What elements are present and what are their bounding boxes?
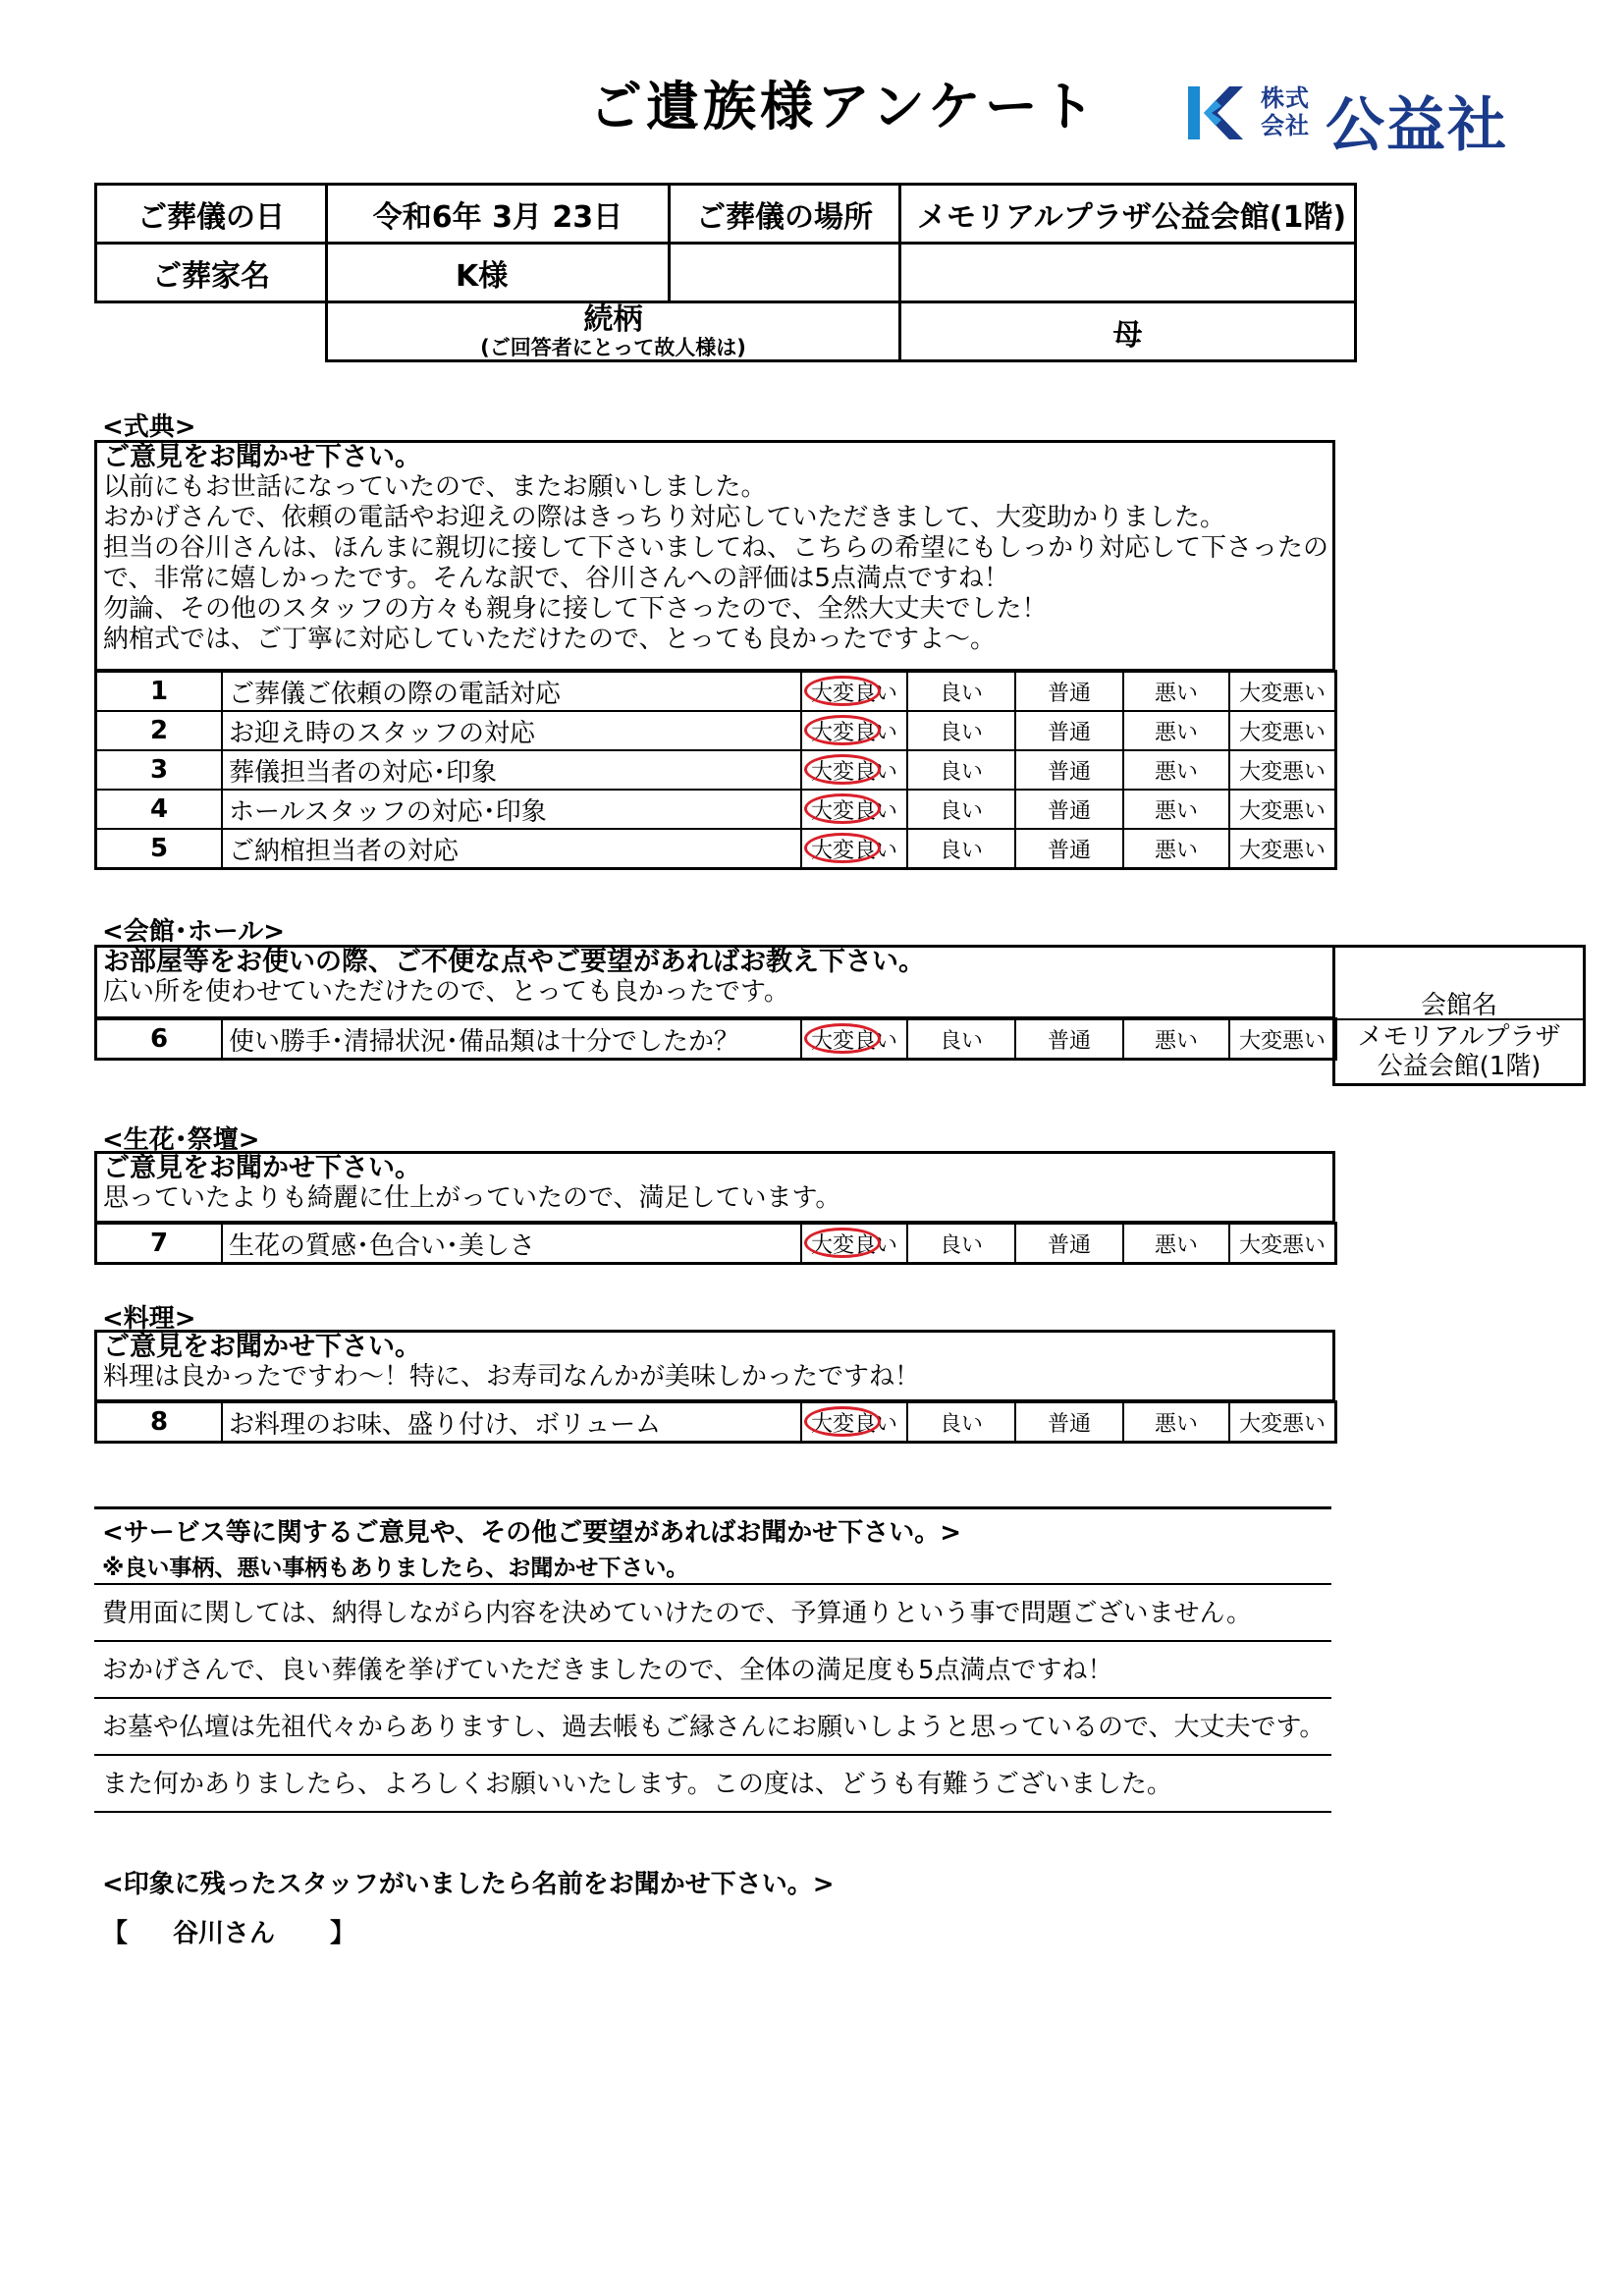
rating-option-label: 普通 bbox=[1047, 1232, 1091, 1258]
rating-option[interactable] bbox=[1229, 1224, 1336, 1264]
relation-value: 母 bbox=[900, 302, 1356, 361]
question-number: 4 bbox=[96, 790, 223, 829]
rating-option-label: 大変悪い bbox=[1238, 798, 1326, 824]
rating-option[interactable] bbox=[801, 672, 907, 712]
flowers-comment: 思っていたよりも綺麗に仕上がっていたので、満足しています。 bbox=[103, 1183, 841, 1213]
rating-option-label: 良い bbox=[939, 720, 983, 745]
rating-option[interactable] bbox=[1015, 1402, 1123, 1443]
page-title: ご遺族様アンケート bbox=[589, 76, 1099, 137]
rating-option[interactable] bbox=[801, 1019, 907, 1060]
rating-option[interactable] bbox=[1123, 1019, 1229, 1060]
rating-option[interactable] bbox=[801, 1224, 907, 1264]
rating-option-label: 大変良い bbox=[810, 1232, 897, 1258]
rating-option-label: 大変良い bbox=[810, 838, 897, 863]
rating-option[interactable] bbox=[907, 829, 1015, 869]
rating-option-label: 悪い bbox=[1154, 720, 1198, 745]
family-value: K様 bbox=[327, 244, 670, 302]
divider bbox=[94, 1811, 1331, 1813]
question-number: 1 bbox=[96, 672, 223, 712]
section-label-flowers: <生花･祭壇> bbox=[102, 1125, 260, 1155]
rating-option-label: 良い bbox=[939, 1411, 983, 1437]
logo-kabushiki: 株式 会社 bbox=[1261, 84, 1310, 139]
rating-option[interactable] bbox=[1015, 1224, 1123, 1264]
hall-comment: 広い所を使わせていただけたので、とっても良かったです。 bbox=[103, 977, 789, 1007]
place-label: ご葬儀の場所 bbox=[670, 185, 900, 244]
question-row bbox=[96, 829, 1336, 869]
rating-option[interactable] bbox=[801, 750, 907, 790]
selected-circle-mark bbox=[804, 833, 881, 863]
hall-comment-box bbox=[94, 945, 1335, 1019]
selected-circle-mark bbox=[804, 1406, 881, 1437]
rating-option-label: 大変良い bbox=[810, 681, 897, 706]
rating-option[interactable] bbox=[1229, 1019, 1336, 1060]
rating-option-label: 普通 bbox=[1047, 838, 1091, 863]
rating-option-label: 大変悪い bbox=[1238, 1411, 1326, 1437]
staff-bracket-close: 】 bbox=[330, 1919, 356, 1948]
question-text: 生花の質感･色合い･美しさ bbox=[222, 1224, 801, 1264]
rating-option-label: 大変良い bbox=[810, 1411, 897, 1437]
service-heading: <サービス等に関するご意見や、その他ご要望があればお聞かせ下さい。> bbox=[102, 1518, 962, 1548]
selected-circle-mark bbox=[804, 793, 881, 824]
rating-option[interactable] bbox=[1229, 711, 1336, 750]
rating-option-label: 良い bbox=[939, 681, 983, 706]
rating-option-label: 大変良い bbox=[810, 798, 897, 824]
selected-circle-mark bbox=[804, 715, 881, 745]
rating-option-label: 普通 bbox=[1047, 798, 1091, 824]
rating-option-label: 良い bbox=[939, 838, 983, 863]
rating-option[interactable] bbox=[1229, 1402, 1336, 1443]
rating-option-label: 悪い bbox=[1154, 1028, 1198, 1054]
rating-option[interactable] bbox=[1229, 790, 1336, 829]
question-row bbox=[96, 711, 1336, 750]
selected-circle-mark bbox=[804, 1228, 881, 1258]
rating-option-label: 大変良い bbox=[810, 759, 897, 785]
date-label: ご葬儀の日 bbox=[96, 185, 327, 244]
staff-bracket-open: 【 bbox=[102, 1919, 129, 1948]
question-number: 5 bbox=[96, 829, 223, 869]
ceremony-comment: 以前にもお世話になっていたので、またお願いしました。 おかげさんで、依頼の電話やお迎えの際はきっちり対応していただきまして、大変助かりました。 担当の谷川さんは、ほんまに親切に接して下さいましてね、こちらの希望にもしっかり対応して下さったの で、非常に嬉しかったです。そんな訳で、谷川さんへの評価は5点満点ですね！ 勿論、その他のスタッフの方々も親身に接して下さったので、全然大丈夫でした！ 納棺式では、ご丁寧に対応していただけたので、とっても良かったですよ～。 bbox=[103, 472, 1329, 654]
selected-circle-mark bbox=[804, 1023, 881, 1054]
hall-name-box bbox=[1332, 945, 1586, 1086]
flowers-rating-table bbox=[94, 1222, 1337, 1265]
question-row bbox=[96, 790, 1336, 829]
rating-option-label: 悪い bbox=[1154, 1411, 1198, 1437]
food-comment-box bbox=[94, 1330, 1335, 1402]
food-rating-table bbox=[94, 1400, 1337, 1444]
food-comment: 料理は良かったですわ～！特に、お寿司なんかが美味しかったですね！ bbox=[103, 1362, 921, 1392]
service-line: お墓や仏壇は先祖代々からありますし、過去帳もご縁さんにお願いしようと思っているので、大丈夫です。 bbox=[102, 1713, 1326, 1742]
hall-name-label: 会館名 bbox=[1420, 991, 1497, 1020]
family-label: ご葬家名 bbox=[96, 244, 327, 302]
ceremony-rating-table bbox=[94, 670, 1337, 870]
ceremony-prompt: ご意見をお聞かせ下さい。 bbox=[103, 442, 421, 472]
rating-option[interactable] bbox=[1123, 711, 1229, 750]
rating-option-label: 悪い bbox=[1154, 681, 1198, 706]
divider bbox=[94, 1697, 1331, 1699]
question-number: 7 bbox=[96, 1224, 223, 1264]
question-row bbox=[96, 750, 1336, 790]
rating-option-label: 悪い bbox=[1154, 838, 1198, 863]
rating-option[interactable] bbox=[907, 750, 1015, 790]
rating-option-label: 良い bbox=[939, 759, 983, 785]
company-logo bbox=[1186, 82, 1540, 160]
rating-option-label: 大変良い bbox=[810, 720, 897, 745]
question-row bbox=[96, 1402, 1336, 1443]
question-number: 3 bbox=[96, 750, 223, 790]
rating-option[interactable] bbox=[907, 711, 1015, 750]
divider bbox=[94, 1754, 1331, 1756]
rating-option[interactable] bbox=[1015, 750, 1123, 790]
rating-option-label: 大変悪い bbox=[1238, 1232, 1326, 1258]
rating-option[interactable] bbox=[1229, 829, 1336, 869]
rating-option[interactable] bbox=[1123, 829, 1229, 869]
rating-option[interactable] bbox=[801, 829, 907, 869]
food-prompt: ご意見をお聞かせ下さい。 bbox=[103, 1332, 421, 1362]
hall-name-value: メモリアルプラザ 公益会館(1階) bbox=[1335, 1018, 1583, 1081]
section-label-ceremony: <式典> bbox=[102, 412, 196, 442]
section-label-hall: <会館･ホール> bbox=[102, 917, 286, 947]
rating-option-label: 悪い bbox=[1154, 1232, 1198, 1258]
question-text: お料理のお味、盛り付け、ボリューム bbox=[222, 1402, 801, 1443]
question-text: 葬儀担当者の対応･印象 bbox=[222, 750, 801, 790]
rating-option-label: 良い bbox=[939, 1028, 983, 1054]
selected-circle-mark bbox=[804, 754, 881, 785]
rating-option-label: 普通 bbox=[1047, 759, 1091, 785]
hall-rating-table bbox=[94, 1017, 1337, 1061]
rating-option[interactable] bbox=[1123, 1224, 1229, 1264]
kouekisha-logo-icon bbox=[1186, 82, 1243, 143]
rating-option[interactable] bbox=[907, 1402, 1015, 1443]
rating-option[interactable] bbox=[907, 672, 1015, 712]
rating-option[interactable] bbox=[1015, 672, 1123, 712]
rating-option-label: 良い bbox=[939, 798, 983, 824]
relation-sub: (ご回答者にとって故人様は) bbox=[480, 335, 746, 359]
logo-name: 公益社 bbox=[1326, 91, 1508, 160]
rating-option[interactable] bbox=[1123, 790, 1229, 829]
rating-option[interactable] bbox=[1015, 711, 1123, 750]
rating-option[interactable] bbox=[1123, 1402, 1229, 1443]
rating-option-label: 大変悪い bbox=[1238, 681, 1326, 706]
rating-option-label: 大変悪い bbox=[1238, 1028, 1326, 1054]
rating-option-label: 大変悪い bbox=[1238, 759, 1326, 785]
service-line: 費用面に関しては、納得しながら内容を決めていけたので、予算通りという事で問題ございません。 bbox=[102, 1599, 1253, 1628]
rating-option[interactable] bbox=[1123, 672, 1229, 712]
spacer-cell bbox=[96, 302, 327, 361]
flowers-comment-box bbox=[94, 1151, 1335, 1224]
rating-option-label: 普通 bbox=[1047, 681, 1091, 706]
hall-prompt: お部屋等をお使いの際、ご不便な点やご要望があればお教え下さい。 bbox=[103, 947, 925, 977]
flowers-prompt: ご意見をお聞かせ下さい。 bbox=[103, 1153, 421, 1183]
service-sub: ※良い事柄、悪い事柄もありましたら、お聞かせ下さい。 bbox=[102, 1556, 689, 1581]
ceremony-comment-box bbox=[94, 440, 1335, 672]
service-line: また何かありましたら、よろしくお願いいたします。この度は、どうも有難うございました。 bbox=[102, 1770, 1172, 1799]
rating-option-label: 普通 bbox=[1047, 1411, 1091, 1437]
rating-option-label: 大変悪い bbox=[1238, 838, 1326, 863]
selected-circle-mark bbox=[804, 676, 881, 706]
question-number: 2 bbox=[96, 711, 223, 750]
rating-option[interactable] bbox=[1229, 750, 1336, 790]
question-number: 6 bbox=[96, 1019, 223, 1060]
rating-option-label: 悪い bbox=[1154, 798, 1198, 824]
service-line: おかげさんで、良い葬儀を挙げていただきましたので、全体の満足度も5点満点ですね！ bbox=[102, 1656, 1113, 1685]
divider bbox=[94, 1506, 1331, 1509]
rating-option[interactable] bbox=[1015, 829, 1123, 869]
place-value: メモリアルプラザ公益会館(1階) bbox=[900, 185, 1356, 244]
date-value: 令和6年 3月 23日 bbox=[327, 185, 670, 244]
staff-name: 谷川さん bbox=[173, 1919, 276, 1948]
question-number: 8 bbox=[96, 1402, 223, 1443]
rating-option-label: 普通 bbox=[1047, 1028, 1091, 1054]
rating-option[interactable] bbox=[907, 1224, 1015, 1264]
question-row bbox=[96, 1224, 1336, 1264]
rating-option[interactable] bbox=[801, 790, 907, 829]
empty-cell bbox=[670, 244, 900, 302]
divider bbox=[94, 1583, 1331, 1585]
rating-option-label: 普通 bbox=[1047, 720, 1091, 745]
question-text: ご納棺担当者の対応 bbox=[222, 829, 801, 869]
relation-label: 続柄 bbox=[583, 301, 643, 337]
question-row bbox=[96, 672, 1336, 712]
rating-option[interactable] bbox=[801, 711, 907, 750]
rating-option[interactable] bbox=[907, 1019, 1015, 1060]
rating-option[interactable] bbox=[1123, 750, 1229, 790]
divider bbox=[94, 1640, 1331, 1642]
rating-option[interactable] bbox=[907, 790, 1015, 829]
rating-option-label: 良い bbox=[939, 1232, 983, 1258]
question-text: ご葬儀ご依頼の際の電話対応 bbox=[222, 672, 801, 712]
rating-option-label: 大変良い bbox=[810, 1028, 897, 1054]
rating-option[interactable] bbox=[1015, 790, 1123, 829]
rating-option[interactable] bbox=[1229, 672, 1336, 712]
rating-option-label: 悪い bbox=[1154, 759, 1198, 785]
question-text: お迎え時のスタッフの対応 bbox=[222, 711, 801, 750]
funeral-info-table bbox=[94, 183, 1357, 362]
empty-cell bbox=[900, 244, 1356, 302]
rating-option[interactable] bbox=[801, 1402, 907, 1443]
question-text: ホールスタッフの対応･印象 bbox=[222, 790, 801, 829]
rating-option[interactable] bbox=[1015, 1019, 1123, 1060]
relation-label-cell bbox=[327, 302, 900, 361]
staff-heading: <印象に残ったスタッフがいましたら名前をお聞かせ下さい。> bbox=[102, 1870, 835, 1899]
question-text: 使い勝手･清掃状況･備品類は十分でしたか？ bbox=[222, 1019, 801, 1060]
question-row bbox=[96, 1019, 1336, 1060]
rating-option-label: 大変悪い bbox=[1238, 720, 1326, 745]
section-label-food: <料理> bbox=[102, 1304, 196, 1334]
